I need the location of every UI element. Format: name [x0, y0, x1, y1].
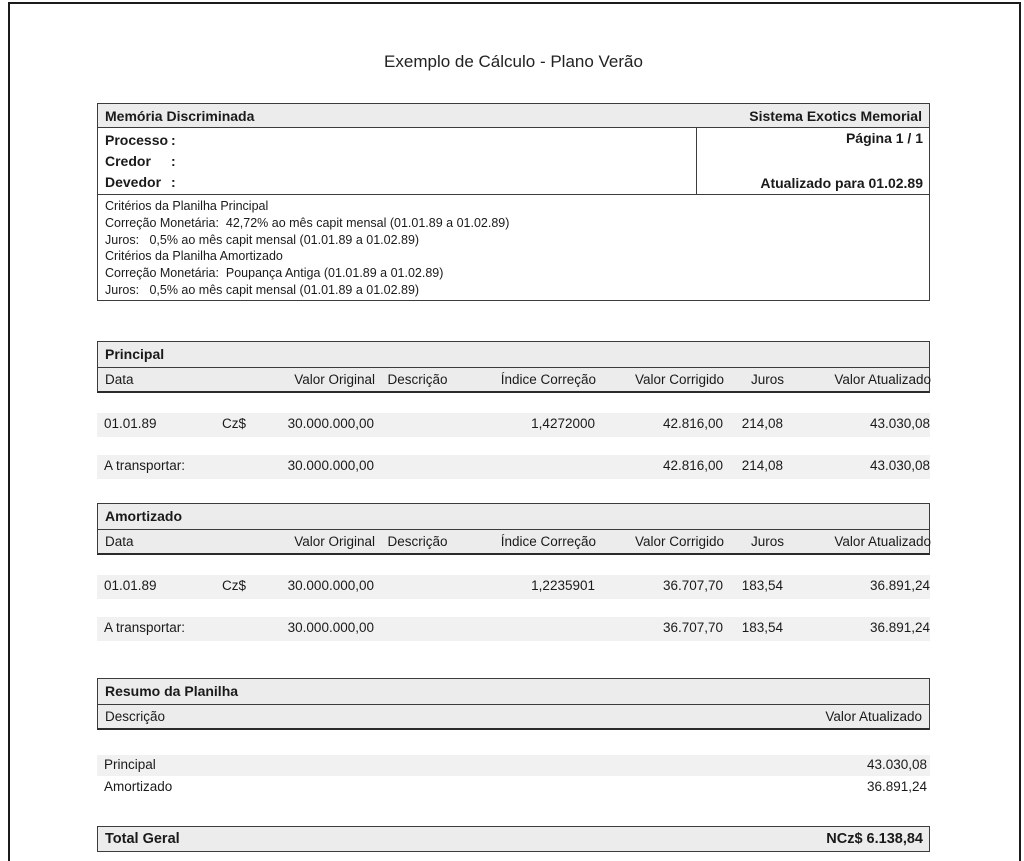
- cell-valor-original: 30.000.000,00: [287, 620, 374, 635]
- cell-juros: 214,08: [741, 416, 783, 431]
- cell-corrigido: 36.707,70: [662, 620, 723, 635]
- col-header-valor-corrigido: Valor Corrigido: [634, 372, 724, 387]
- cell-valor: 43.030,08: [866, 757, 927, 772]
- report-name: Memória Discriminada: [105, 107, 255, 124]
- field-processo-colon: :: [171, 132, 176, 148]
- criteria-line: Juros: 0,5% ao mês capit mensal (01.01.89 a 01.02.89): [105, 232, 420, 247]
- table-principal-header-row: [97, 368, 930, 393]
- cell-moeda: Cz$: [222, 416, 247, 431]
- field-credor-label: Credor: [105, 153, 151, 169]
- cell-descricao: [374, 458, 459, 479]
- table-row: [97, 575, 930, 599]
- resumo-row-amortizado: [97, 776, 930, 798]
- table-principal-title: Principal: [97, 341, 930, 368]
- case-info-box: [97, 128, 930, 195]
- cell-valor-original: 30.000.000,00: [287, 416, 374, 431]
- cell-valor-original: 30.000.000,00: [287, 458, 374, 473]
- table-amortizado-title: Amortizado: [97, 503, 930, 530]
- table-amortizado: [97, 503, 930, 641]
- table-row-transport: [97, 617, 930, 641]
- cell-indice: 1,4272000: [531, 416, 595, 431]
- report-header-bar: [97, 103, 930, 128]
- col-header-valor-original: Valor Original: [294, 372, 375, 387]
- cell-transport-label: A transportar:: [104, 620, 186, 635]
- document-title: Exemplo de Cálculo - Plano Verão: [384, 52, 643, 71]
- cell-atualizado: 43.030,08: [869, 416, 930, 431]
- col-header-data: Data: [105, 372, 134, 387]
- cell-corrigido: 36.707,70: [662, 578, 723, 593]
- updated-to-date: Atualizado para 01.02.89: [760, 175, 923, 191]
- cell-atualizado: 36.891,24: [869, 620, 930, 635]
- col-header-indice-correcao: Índice Correção: [500, 534, 596, 549]
- col-header-juros: Juros: [750, 534, 784, 549]
- cell-valor-original: 30.000.000,00: [287, 578, 374, 593]
- case-fields: [98, 128, 696, 194]
- cell-moeda: Cz$: [222, 578, 247, 593]
- table-row-transport: [97, 455, 930, 479]
- table-principal: [97, 341, 930, 479]
- field-credor-colon: :: [171, 153, 176, 169]
- criteria-line: Correção Monetária: Poupança Antiga (01.01.89 a 01.02.89): [105, 266, 444, 281]
- field-devedor-colon: :: [171, 174, 176, 190]
- criteria-line: Critérios da Planilha Principal: [105, 199, 269, 213]
- criteria-line: Correção Monetária: 42,72% ao mês capit mensal (01.01.89 a 01.02.89): [105, 215, 510, 230]
- resumo-row-principal: [97, 755, 930, 776]
- page-number: Página 1 / 1: [845, 130, 923, 146]
- cell-valor: 36.891,24: [866, 779, 927, 794]
- col-header-descricao: Descrição: [105, 709, 166, 724]
- cell-atualizado: 43.030,08: [869, 458, 930, 473]
- table-row: [97, 413, 930, 437]
- field-processo: [105, 130, 689, 151]
- cell-descricao: [374, 578, 459, 599]
- field-devedor: [105, 172, 689, 193]
- page-info: [696, 128, 929, 194]
- cell-corrigido: 42.816,00: [662, 416, 723, 431]
- col-header-data: Data: [105, 534, 134, 549]
- col-header-valor-original: Valor Original: [294, 534, 375, 549]
- cell-atualizado: 36.891,24: [869, 578, 930, 593]
- col-header-valor-atualizado: Valor Atualizado: [825, 709, 922, 724]
- criteria-line: Critérios da Planilha Amortizado: [105, 249, 283, 264]
- cell-data: 01.01.89: [104, 578, 157, 593]
- cell-descricao: [374, 620, 459, 641]
- cell-descricao: Principal: [104, 757, 156, 772]
- col-header-valor-atualizado: Valor Atualizado: [834, 372, 931, 387]
- total-geral-value: NCz$ 6.138,84: [826, 831, 923, 847]
- cell-juros: 183,54: [741, 578, 783, 593]
- system-name: Sistema Exotics Memorial: [749, 107, 922, 124]
- field-processo-label: Processo: [105, 132, 169, 148]
- report-header: [97, 103, 930, 301]
- criteria-line: Juros: 0,5% ao mês capit mensal (01.01.89 a 01.02.89): [105, 282, 420, 297]
- cell-data: 01.01.89: [104, 416, 157, 431]
- cell-indice: [459, 620, 595, 641]
- table-resumo-header-row: [97, 705, 930, 730]
- col-header-descricao: Descrição: [387, 372, 448, 387]
- cell-corrigido: 42.816,00: [662, 458, 723, 473]
- cell-juros: 214,08: [741, 458, 783, 473]
- cell-transport-label: A transportar:: [104, 458, 186, 473]
- table-resumo: [97, 678, 930, 798]
- criteria-box: [97, 195, 930, 301]
- total-geral-label: Total Geral: [105, 831, 180, 847]
- cell-indice: [459, 458, 595, 479]
- col-header-valor-atualizado: Valor Atualizado: [834, 534, 931, 549]
- field-devedor-label: Devedor: [105, 174, 162, 190]
- col-header-valor-corrigido: Valor Corrigido: [634, 534, 724, 549]
- col-header-indice-correcao: Índice Correção: [500, 372, 596, 387]
- table-resumo-title: Resumo da Planilha: [97, 678, 930, 705]
- field-credor: [105, 151, 689, 172]
- table-amortizado-header-row: [97, 530, 930, 555]
- col-header-juros: Juros: [750, 372, 784, 387]
- cell-descricao: Amortizado: [104, 779, 173, 794]
- total-geral-bar: [97, 826, 930, 852]
- cell-juros: 183,54: [741, 620, 783, 635]
- cell-descricao: [374, 416, 459, 437]
- cell-indice: 1,2235901: [531, 578, 595, 593]
- col-header-descricao: Descrição: [387, 534, 448, 549]
